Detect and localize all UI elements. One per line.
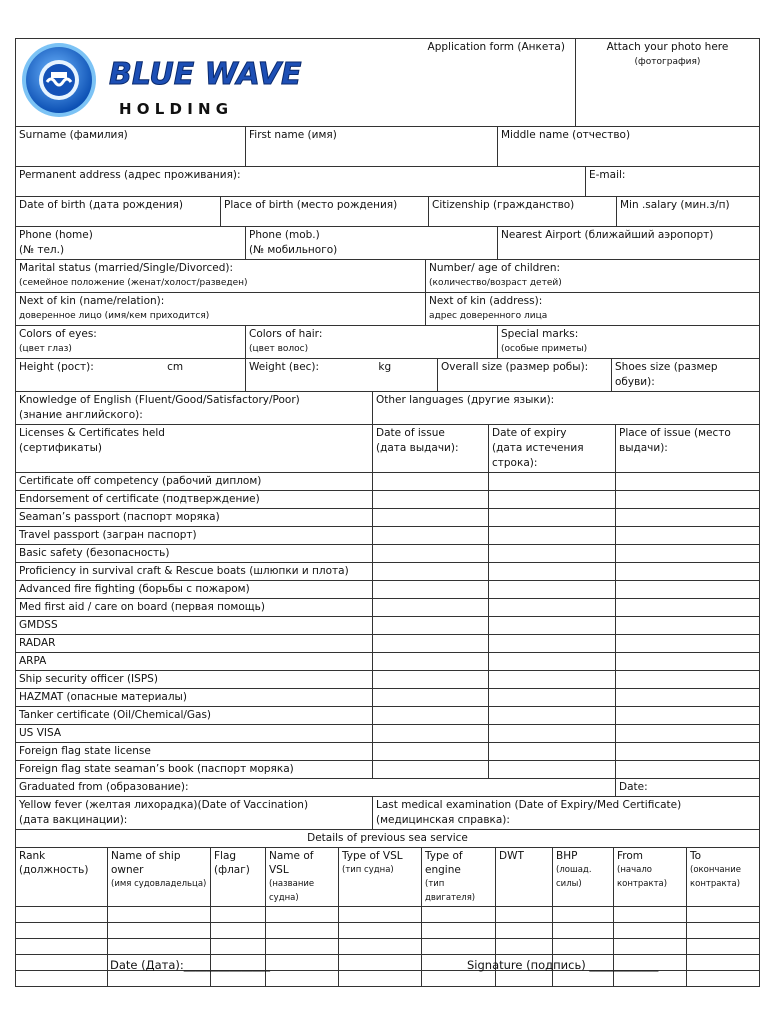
graduated-date-field[interactable]: Date: <box>616 779 760 797</box>
photo-box[interactable] <box>576 39 760 127</box>
cert-name: Foreign flag state seaman’s book (паспорт моряка) <box>16 761 373 779</box>
cert-issue-cell[interactable] <box>373 671 489 689</box>
medical-row <box>15 796 760 830</box>
col-vsl-name <box>266 848 339 907</box>
cert-place-cell[interactable] <box>616 473 760 491</box>
cert-name: HAZMAT (опасные материалы) <box>16 689 373 707</box>
col-label-ru: (тип судна) <box>342 865 394 875</box>
english-label: Knowledge of English (Fluent/Good/Satisfactory/Poor) <box>19 394 300 406</box>
cert-name: Ship security officer (ISPS) <box>16 671 373 689</box>
col-label: Type of VSL <box>342 850 403 862</box>
svg-text:BLUE WAVE: BLUE WAVE <box>109 57 302 92</box>
cert-expiry-cell[interactable] <box>489 653 616 671</box>
cert-name: US VISA <box>16 725 373 743</box>
date-signature-line[interactable]: Date (Дата):_______________ <box>110 958 271 972</box>
cert-name: Tanker certificate (Oil/Chemical/Gas) <box>16 707 373 725</box>
phone-mob-label-ru: (№ мобильного) <box>249 244 338 256</box>
cert-expiry-cell[interactable] <box>489 635 616 653</box>
language-row <box>15 391 760 425</box>
medical-exam-label-ru: (медицинская справка): <box>376 814 510 826</box>
issue-date-label-ru: (дата выдачи): <box>376 442 459 454</box>
sea-service-row[interactable] <box>16 907 760 923</box>
marks-field[interactable] <box>498 326 760 359</box>
cert-expiry-cell[interactable] <box>489 563 616 581</box>
cert-row <box>16 581 760 599</box>
form-title-cell <box>418 39 576 127</box>
issue-date-label: Date of issue <box>376 427 445 439</box>
cert-name: Proficiency in survival craft & Rescue boats (шлюпки и плота) <box>16 563 373 581</box>
cert-expiry-cell[interactable] <box>489 743 616 761</box>
cert-expiry-cell[interactable] <box>489 725 616 743</box>
logo-area <box>16 39 418 127</box>
cert-place-cell[interactable] <box>616 527 760 545</box>
pob-field[interactable]: Place of birth (место рождения) <box>221 197 429 227</box>
middle-name-field[interactable]: Middle name (отчество) <box>498 127 760 167</box>
cert-row <box>16 635 760 653</box>
cert-name: Seaman’s passport (паспорт моряка) <box>16 509 373 527</box>
colors-row <box>15 325 760 359</box>
marital-label-ru: (семейное положение (женат/холост/разведен) <box>19 278 248 288</box>
children-field[interactable] <box>426 260 760 293</box>
col-label: From <box>617 850 644 862</box>
sea-service-row[interactable] <box>16 971 760 987</box>
col-dwt <box>496 848 553 907</box>
eyes-label: Colors of eyes: <box>19 328 97 340</box>
first-name-field[interactable]: First name (имя) <box>246 127 498 167</box>
svg-text:H O L D I N G: H O L D I N G <box>119 100 229 118</box>
cert-place-cell[interactable] <box>616 581 760 599</box>
cert-row <box>16 761 760 779</box>
sea-service-row[interactable] <box>16 939 760 955</box>
marital-label: Marital status (married/Single/Divorced): <box>19 262 233 274</box>
cert-place-cell[interactable] <box>616 761 760 779</box>
cert-row <box>16 491 760 509</box>
phone-home-label-ru: (№ тел.) <box>19 244 65 256</box>
photo-title: Attach your photo here <box>606 41 729 53</box>
cert-issue-cell[interactable] <box>373 707 489 725</box>
cert-row <box>16 509 760 527</box>
english-label-ru: (знание английского): <box>19 409 143 421</box>
phone-mob-label: Phone (mob.) <box>249 229 320 241</box>
cert-expiry-cell[interactable] <box>489 707 616 725</box>
english-field[interactable] <box>16 392 373 425</box>
cert-row <box>16 473 760 491</box>
certs-held-label-ru: (сертификаты) <box>19 442 103 454</box>
form-title: Application form (Анкета) <box>427 41 565 53</box>
cert-expiry-cell[interactable] <box>489 761 616 779</box>
phone-mob-field[interactable] <box>246 227 498 260</box>
cert-place-cell[interactable] <box>616 743 760 761</box>
yellow-fever-field[interactable] <box>16 797 373 830</box>
cert-issue-cell[interactable] <box>373 617 489 635</box>
sea-service-row[interactable] <box>16 923 760 939</box>
blue-wave-logo <box>19 40 319 120</box>
cert-name: Advanced fire fighting (борьбы с пожаром) <box>16 581 373 599</box>
family-rows <box>15 259 760 326</box>
col-from <box>614 848 687 907</box>
col-label-ru: (тип двигателя) <box>425 879 476 903</box>
graduated-row <box>15 778 760 797</box>
col-vsl-type <box>339 848 422 907</box>
graduated-field[interactable]: Graduated from (образование): <box>16 779 616 797</box>
place-issue-header: Place of issue (место выдачи): <box>616 425 760 473</box>
col-rank <box>16 848 108 907</box>
cert-name: Basic safety (безопасность) <box>16 545 373 563</box>
cert-row <box>16 653 760 671</box>
cert-place-cell[interactable] <box>616 671 760 689</box>
col-label-ru: (имя судовладельца) <box>111 879 207 889</box>
height-label: Height (рост): <box>19 361 94 373</box>
cert-row <box>16 707 760 725</box>
kin-field[interactable] <box>16 293 426 326</box>
cert-issue-cell[interactable] <box>373 563 489 581</box>
hair-label: Colors of hair: <box>249 328 323 340</box>
col-label-ru: (флаг) <box>214 864 250 876</box>
cert-expiry-cell[interactable] <box>489 473 616 491</box>
kin-address-label: Next of kin (address): <box>429 295 543 307</box>
phone-home-label: Phone (home) <box>19 229 93 241</box>
sea-service-header <box>16 848 760 907</box>
cert-issue-cell[interactable] <box>373 635 489 653</box>
kin-label-ru: доверенное лицо (имя/кем приходится) <box>19 311 210 321</box>
cert-row <box>16 617 760 635</box>
col-label: Name of VSL <box>269 850 314 876</box>
cert-name: Foreign flag state license <box>16 743 373 761</box>
dob-field[interactable]: Date of birth (дата рождения) <box>16 197 221 227</box>
airport-field[interactable]: Nearest Airport (ближайший аэропорт) <box>498 227 760 260</box>
cert-place-cell[interactable] <box>616 689 760 707</box>
cert-place-cell[interactable] <box>616 707 760 725</box>
weight-unit: kg <box>378 361 392 373</box>
certificates-table <box>15 424 760 779</box>
cert-expiry-cell[interactable] <box>489 491 616 509</box>
kin-label: Next of kin (name/relation): <box>19 295 165 307</box>
cert-expiry-cell[interactable] <box>489 671 616 689</box>
names-row <box>15 126 760 167</box>
medical-exam-label: Last medical examination (Date of Expiry/Med Certificate) <box>376 799 682 811</box>
expiry-date-label-ru: (дата истечения строка): <box>492 442 584 469</box>
phone-home-field[interactable] <box>16 227 246 260</box>
col-label: To <box>690 850 702 862</box>
cert-issue-cell[interactable] <box>373 653 489 671</box>
cert-place-cell[interactable] <box>616 617 760 635</box>
children-label: Number/ age of children: <box>429 262 561 274</box>
kin-address-field[interactable] <box>426 293 760 326</box>
cert-row <box>16 599 760 617</box>
shoes-size-field[interactable]: Shoes size (размер обуви): <box>612 359 760 392</box>
col-label-ru: (лошад. силы) <box>556 865 592 889</box>
cert-issue-cell[interactable] <box>373 761 489 779</box>
cert-row <box>16 527 760 545</box>
hair-label-ru: (цвет волос) <box>249 344 309 354</box>
certs-held-label: Licenses & Certificates held <box>19 427 165 439</box>
cert-issue-cell[interactable] <box>373 545 489 563</box>
weight-label: Weight (вес): <box>249 361 320 373</box>
cert-place-cell[interactable] <box>616 563 760 581</box>
cert-issue-cell[interactable] <box>373 509 489 527</box>
surname-field[interactable]: Surname (фамилия) <box>16 127 246 167</box>
cert-row <box>16 689 760 707</box>
yellow-fever-label-ru: (дата вакцинации): <box>19 814 128 826</box>
kin-address-label-ru: адрес доверенного лица <box>429 311 548 321</box>
cert-name: Med first aid / care on board (первая помощь) <box>16 599 373 617</box>
col-engine-type <box>422 848 496 907</box>
col-label: DWT <box>499 850 524 862</box>
marks-label-ru: (особые приметы) <box>501 344 588 354</box>
cert-issue-cell[interactable] <box>373 527 489 545</box>
email-field[interactable]: E-mail: <box>586 167 760 197</box>
cert-row <box>16 545 760 563</box>
col-label: BHP <box>556 850 578 862</box>
col-label: Rank <box>19 850 46 862</box>
cert-place-cell[interactable] <box>616 545 760 563</box>
cert-expiry-cell[interactable] <box>489 545 616 563</box>
cert-issue-cell[interactable] <box>373 473 489 491</box>
birth-row <box>15 196 760 227</box>
address-row <box>15 166 760 197</box>
height-unit: cm <box>167 361 184 373</box>
sea-service-title: Details of previous sea service <box>16 830 760 848</box>
signature-line[interactable]: Signature (подпись) ____________ <box>467 958 659 972</box>
cert-place-cell[interactable] <box>616 509 760 527</box>
cert-place-cell[interactable] <box>616 599 760 617</box>
col-label-ru: (начало контракта) <box>617 865 668 889</box>
col-label: Type of engine <box>425 850 463 876</box>
cert-issue-cell[interactable] <box>373 581 489 599</box>
col-flag <box>211 848 266 907</box>
photo-title-ru: (фотография) <box>634 57 701 67</box>
cert-name: Certificate off competency (рабочий диплом) <box>16 473 373 491</box>
cert-name: RADAR <box>16 635 373 653</box>
cert-issue-cell[interactable] <box>373 725 489 743</box>
cert-issue-cell[interactable] <box>373 689 489 707</box>
col-label: Flag <box>214 850 237 862</box>
expiry-date-label: Date of expiry <box>492 427 567 439</box>
cert-issue-cell[interactable] <box>373 491 489 509</box>
eyes-field[interactable] <box>16 326 246 359</box>
certs-held-header <box>16 425 373 473</box>
cert-expiry-cell[interactable] <box>489 599 616 617</box>
address-field[interactable]: Permanent address (адрес проживания): <box>16 167 586 197</box>
cert-name: ARPA <box>16 653 373 671</box>
cert-place-cell[interactable] <box>616 653 760 671</box>
phone-row <box>15 226 760 260</box>
salary-field[interactable]: Min .salary (мин.з/п) <box>617 197 760 227</box>
citizenship-field[interactable]: Citizenship (гражданство) <box>429 197 617 227</box>
other-languages-field[interactable]: Other languages (другие языки): <box>373 392 760 425</box>
col-label: Name of ship owner <box>111 850 181 876</box>
yellow-fever-label: Yellow fever (желтая лихорадка)(Date of Vaccination) <box>19 799 309 811</box>
col-ship-owner <box>108 848 211 907</box>
col-label-ru: (окончание контракта) <box>690 865 741 889</box>
hair-field[interactable] <box>246 326 498 359</box>
eyes-label-ru: (цвет глаз) <box>19 344 72 354</box>
cert-expiry-cell[interactable] <box>489 527 616 545</box>
cert-name: GMDSS <box>16 617 373 635</box>
cert-issue-cell[interactable] <box>373 743 489 761</box>
col-label-ru: (название судна) <box>269 879 315 903</box>
cert-expiry-cell[interactable] <box>489 581 616 599</box>
marks-label: Special marks: <box>501 328 579 340</box>
height-field[interactable] <box>16 359 246 392</box>
col-label-ru: (должность) <box>19 864 89 876</box>
cert-expiry-cell[interactable] <box>489 617 616 635</box>
cert-place-cell[interactable] <box>616 491 760 509</box>
col-to <box>687 848 760 907</box>
application-form <box>15 38 760 987</box>
cert-place-cell[interactable] <box>616 725 760 743</box>
overall-size-field[interactable]: Overall size (размер робы): <box>438 359 612 392</box>
cert-row <box>16 725 760 743</box>
cert-expiry-cell[interactable] <box>489 689 616 707</box>
cert-rows <box>16 473 760 779</box>
cert-place-cell[interactable] <box>616 635 760 653</box>
medical-exam-field[interactable] <box>373 797 760 830</box>
children-label-ru: (количество/возраст детей) <box>429 278 562 288</box>
cert-expiry-cell[interactable] <box>489 509 616 527</box>
marital-field[interactable] <box>16 260 426 293</box>
weight-field[interactable] <box>246 359 438 392</box>
issue-date-header <box>373 425 489 473</box>
form-header <box>15 38 760 127</box>
cert-name: Travel passport (загран паспорт) <box>16 527 373 545</box>
cert-row <box>16 563 760 581</box>
col-bhp <box>553 848 614 907</box>
cert-row <box>16 671 760 689</box>
size-row <box>15 358 760 392</box>
cert-issue-cell[interactable] <box>373 599 489 617</box>
expiry-date-header <box>489 425 616 473</box>
cert-name: Endorsement of certificate (подтверждение) <box>16 491 373 509</box>
cert-row <box>16 743 760 761</box>
